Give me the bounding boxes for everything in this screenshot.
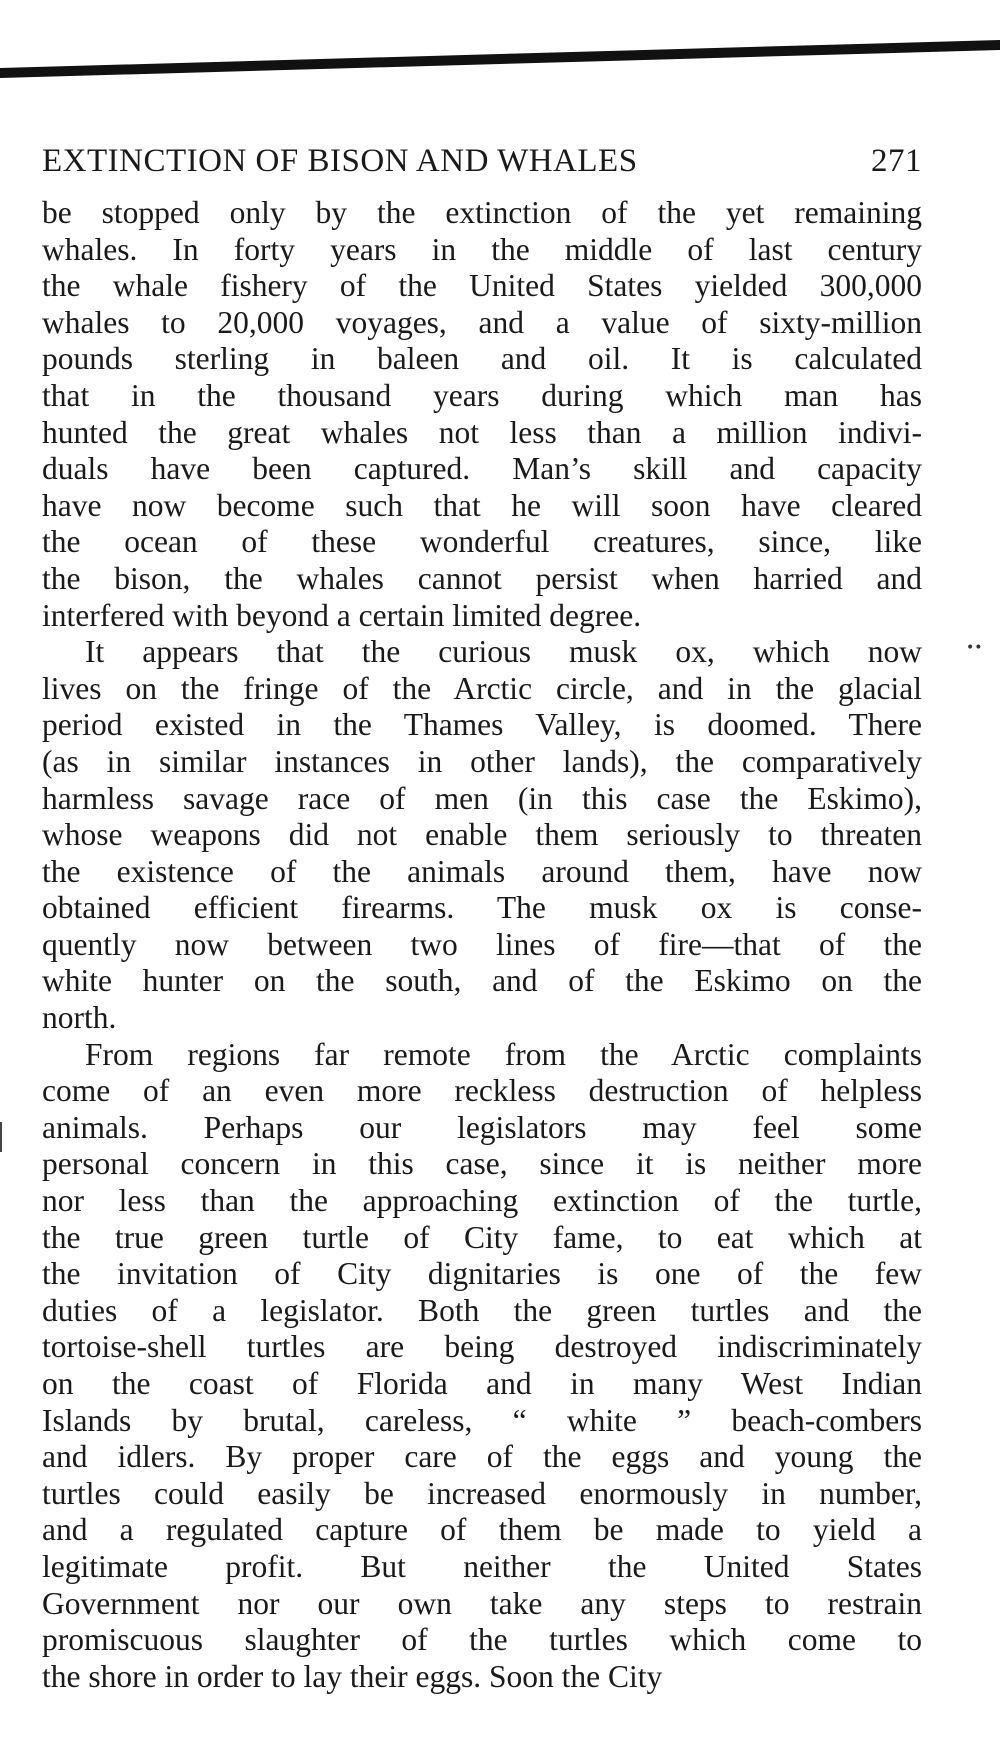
text-line: obtained efficient firearms. The musk ox is conse- — [42, 890, 922, 926]
text-line: the existence of the animals around them, have now — [42, 853, 922, 889]
text-line: personal concern in this case, since it is neither more — [42, 1146, 922, 1182]
text-line: tortoise-shell turtles are being destroyed indiscriminately — [42, 1329, 922, 1365]
text-line: lives on the fringe of the Arctic circle, and in the glacial — [42, 670, 922, 706]
text-line: and idlers. By proper care of the eggs and young the — [42, 1439, 922, 1475]
text-line: be stopped only by the extinction of the yet remaining — [42, 195, 922, 230]
body-text — [42, 195, 922, 1695]
text-line: whose weapons did not enable them seriously to threaten — [42, 817, 922, 853]
text-line: harmless savage race of men (in this case the Eskimo), — [42, 780, 922, 816]
paragraph — [42, 195, 922, 634]
text-line: and a regulated capture of them be made to yield a — [42, 1512, 922, 1548]
text-line: pounds sterling in baleen and oil. It is calculated — [42, 341, 922, 377]
left-margin-mark — [0, 1122, 2, 1152]
text-line: the ocean of these wonderful creatures, since, like — [42, 524, 922, 560]
text-line: have now become such that he will soon have cleared — [42, 487, 922, 523]
text-line: the true green turtle of City fame, to eat which at — [42, 1219, 922, 1255]
text-line: come of an even more reckless destruction of helpless — [42, 1073, 922, 1109]
text-line: the whale fishery of the United States yielded 300,000 — [42, 268, 922, 304]
text-line: turtles could easily be increased enormously in number, — [42, 1475, 922, 1511]
text-line: on the coast of Florida and in many West Indian — [42, 1366, 922, 1401]
text-line: interfered with beyond a certain limited degree. — [42, 597, 642, 633]
paragraph — [42, 1037, 922, 1696]
stray-ink-mark: •• — [966, 640, 983, 656]
text-line: period existed in the Thames Valley, is doomed. There — [42, 707, 922, 743]
text-line: the bison, the whales cannot persist when harried and — [42, 560, 922, 596]
text-line: It appears that the curious musk ox, which now — [85, 634, 922, 670]
text-line: hunted the great whales not less than a million indivi- — [42, 414, 922, 450]
text-line: (as in similar instances in other lands), the comparatively — [42, 743, 922, 779]
text-line: promiscuous slaughter of the turtles which come to — [42, 1622, 922, 1658]
text-line: From regions far remote from the Arctic complaints — [85, 1036, 922, 1072]
text-line: legitimate profit. But neither the United States — [42, 1548, 922, 1584]
text-line: white hunter on the south, and of the Eskimo on the — [42, 963, 922, 999]
text-line: north. — [42, 1000, 117, 1036]
text-line: Government nor our own take any steps to restrain — [42, 1585, 922, 1621]
page-header — [42, 143, 922, 183]
running-title: EXTINCTION OF BISON AND WHALES — [42, 143, 638, 179]
text-line: duties of a legislator. Both the green turtles and the — [42, 1292, 922, 1328]
text-line: whales to 20,000 voyages, and a value of sixty-million — [42, 304, 922, 340]
text-line: that in the thousand years during which man has — [42, 377, 922, 413]
text-line: animals. Perhaps our legislators may feel some — [42, 1109, 922, 1145]
text-line: duals have been captured. Man’s skill and capacity — [42, 451, 922, 487]
paragraph — [42, 634, 922, 1037]
page-number: 271 — [871, 143, 922, 179]
text-line: quently now between two lines of fire—that of the — [42, 926, 922, 962]
text-line: Islands by brutal, careless, “ white ” beach-combers — [42, 1402, 922, 1438]
text-line: the invitation of City dignitaries is one of the few — [42, 1256, 922, 1292]
text-line: the shore in order to lay their eggs. Soon the City — [42, 1658, 663, 1694]
top-border-line — [0, 40, 1000, 80]
text-line: whales. In forty years in the middle of last century — [42, 231, 922, 267]
text-line: nor less than the approaching extinction of the turtle, — [42, 1183, 922, 1219]
